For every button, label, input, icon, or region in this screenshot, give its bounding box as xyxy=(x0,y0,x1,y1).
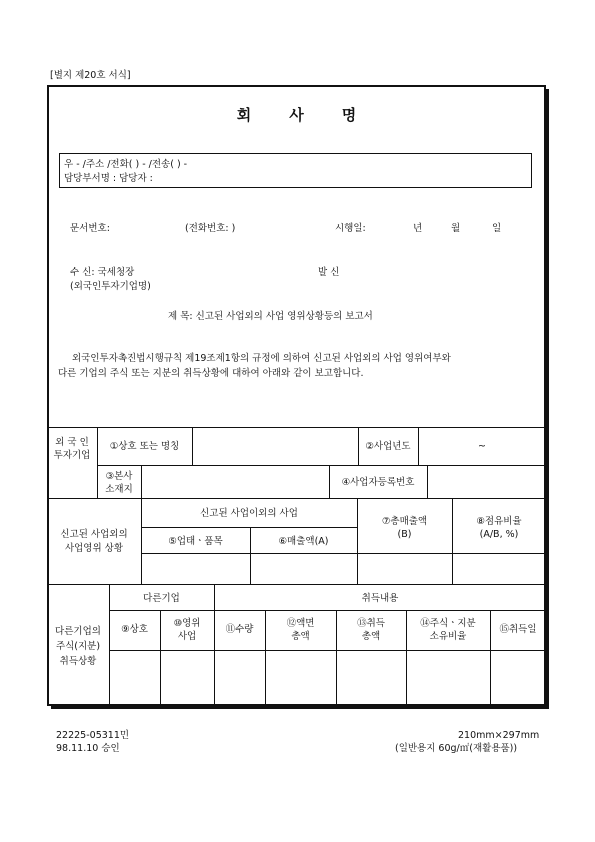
month-label: 월 xyxy=(451,223,461,234)
frame-shadow-right xyxy=(546,89,549,709)
business-type-item-label: ⑤업태ㆍ품목 xyxy=(168,536,223,547)
sec1-row-divider xyxy=(97,465,546,466)
acquisition-date-label: ⑮취득일 xyxy=(499,624,537,635)
acquisition-details-header: 취득내용 xyxy=(361,593,399,604)
recipient-sub-label: (외국인투자기업명) xyxy=(70,281,151,292)
other-company-header: 다른기업 xyxy=(143,593,180,604)
sec2-header-divider xyxy=(141,527,357,528)
form-number-tag: [별지 제20호 서식] xyxy=(50,70,131,81)
doc-number-label: 문서번호: xyxy=(70,223,110,234)
business-registration-number-label: ④사업자등록번호 xyxy=(341,477,415,488)
quantity-label: ⑪수량 xyxy=(225,624,254,635)
declared-business-header: 신고된 사업이외의 사업 xyxy=(200,508,298,519)
sec1-f4-right-divider xyxy=(427,465,428,498)
body-text-line-1: 외국인투자촉진법시행규칙 제19조제1항의 규정에 의하여 신고된 사업외의 사업 영위여부와 xyxy=(72,353,451,364)
fiscal-year-range: ~ xyxy=(478,441,486,452)
acquisition-total-label: ⑬취득 총액 xyxy=(357,618,385,642)
subject-line: 제 목: 신고된 사업외의 사업 영위상황등의 보고서 xyxy=(168,311,373,322)
address-line-1: 우 - /주소 /전화( ) - /전송( ) - xyxy=(64,159,188,170)
declared-business-group-label: 신고된 사업외의 사업영위 상황 xyxy=(60,529,128,554)
sec2-value-row-divider xyxy=(141,553,546,554)
issue-date-label: 시행일: xyxy=(335,223,366,234)
sec2-f7-divider xyxy=(452,498,453,584)
section-divider-3 xyxy=(47,584,546,585)
foreign-company-group-label: 외 국 인 투자기업 xyxy=(53,437,91,461)
company-name-label: ①상호 또는 명칭 xyxy=(109,441,180,452)
day-label: 일 xyxy=(492,223,502,234)
total-sales-label: ⑦총매출액 (B) xyxy=(381,516,428,540)
sec3-header-divider xyxy=(109,610,546,611)
section-divider-top xyxy=(47,427,546,428)
sec2-f6-divider xyxy=(357,498,358,584)
sec3-subheader-divider xyxy=(109,650,546,651)
section-divider-2 xyxy=(47,498,546,499)
sender-label: 발 신 xyxy=(318,267,340,278)
sales-amount-label: ⑥매출액(A) xyxy=(278,536,329,547)
body-text-line-2: 다른 기업의 주식 또는 지분의 취득상황에 대하여 아래와 같이 보고합니다. xyxy=(58,368,364,379)
trade-name-label: ⑨상호 xyxy=(121,624,148,635)
footer-approval-date: 98.11.10 승인 xyxy=(56,743,120,754)
address-box xyxy=(59,153,532,188)
sec1-f1-divider xyxy=(192,427,193,465)
footer-approval-number: 22225-05311민 xyxy=(56,730,130,741)
phone-number-label: (전화번호: ) xyxy=(185,223,236,234)
document-title: 회사명 xyxy=(236,106,395,124)
ownership-ratio-label: ⑭주식ㆍ지분 소유비율 xyxy=(420,618,476,642)
sec1-f3-divider xyxy=(141,465,142,498)
fiscal-year-label: ②사업년도 xyxy=(365,441,411,452)
footer-paper-spec: (일반용지 60g/㎡(재활용품)) xyxy=(395,743,518,754)
business-operated-label: ⑩영위 사업 xyxy=(173,618,201,642)
head-office-address-label: ③본사 소재지 xyxy=(105,471,133,495)
other-company-shares-group-label: 다른기업의 주식(지분) 취득상황 xyxy=(55,626,101,667)
par-value-total-label: ⑫액면 총액 xyxy=(286,618,315,642)
footer-paper-size: 210mm×297mm xyxy=(458,730,540,741)
recipient-label: 수 신: 국세청장 xyxy=(70,267,135,278)
share-ratio-label: ⑧점유비율 (A/B, %) xyxy=(476,516,522,540)
frame-shadow-bottom xyxy=(51,706,549,709)
year-label: 년 xyxy=(413,223,423,234)
address-line-2: 담당부서명 : 담당자 : xyxy=(64,173,153,184)
